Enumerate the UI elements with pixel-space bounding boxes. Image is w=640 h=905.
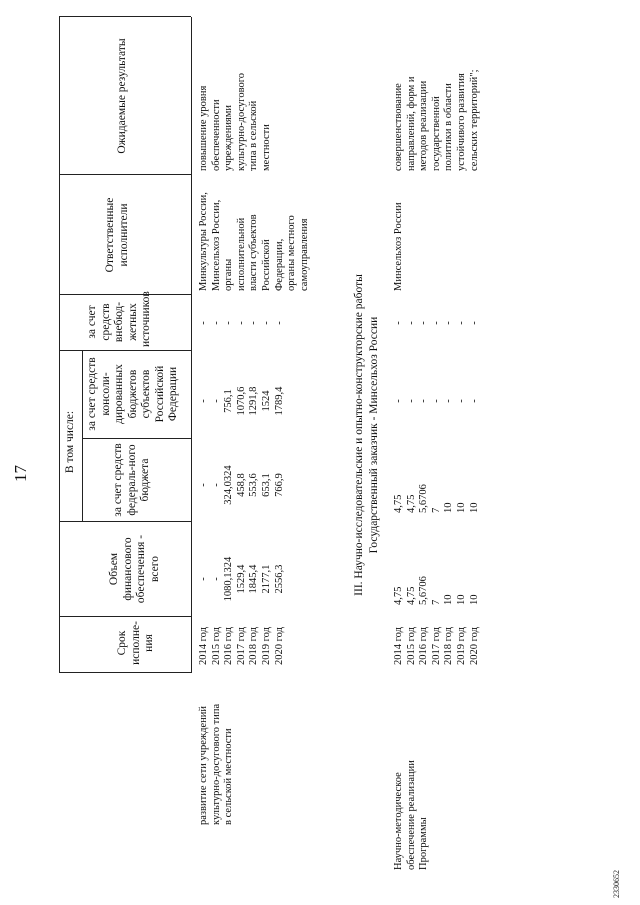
header-including: В том числе: [64,410,76,474]
header-volume: Объем финансового обеспечения - всего [108,534,161,604]
col-rule-2 [59,616,191,617]
header-federal: за счет средств федераль-ного бюджета [112,443,152,517]
col-rule-5 [59,350,191,351]
header-regional: за счет средств консоли-дированных бюджетов субъектов Российской Федерации [86,357,180,431]
col-rule-6 [59,294,191,295]
including-rule [82,351,83,522]
col-rule-8 [59,16,191,17]
section-3-title: III. Научно-исследовательские и опытно-конструкторские работы [353,274,365,596]
header-results: Ожидаемые результаты [116,38,128,154]
section-3-customer: Государственный заказчик - Минсельхоз России [367,316,380,554]
col-rule-7 [59,174,191,175]
header-bottom-rule [191,17,192,673]
row1-executors: Минкультуры России, Минсельхоз России, органы исполнительной власти субъектов Российской Федерации, органы местного самоуправления [198,192,310,291]
row1-results: повышение уровня обеспеченности учреждениями культурно-досугового типа в сельской местности [198,72,272,171]
row2-executors: Минсельхоз России [393,202,404,291]
row1-regional: - - 756,1 1070,6 1291,8 1524 1789,4 [198,386,285,416]
document-id: 2330652 [612,870,621,898]
row2-regional: - - - - - - - [393,399,480,403]
header-extra: за счет средств внебюд-жетных источников [86,291,153,347]
section-3-heading [352,225,382,645]
row2-results: совершенствование направлений, форм и методов реализации государственной политики в области устойчивого развития сельских территорий"; [393,69,480,171]
table-top-rule [59,17,60,673]
col-rule-4 [82,438,191,439]
row1-name: развитие сети учреждений культурно-досугового типа в сельской местности [198,703,235,825]
header-term: Срок исполне-ния [116,621,156,665]
row1-years: 2014 год 2015 год 2016 год 2017 год 2018 год 2019 год 2020 год [198,627,285,665]
row2-extra: - - - - - - - [393,321,480,325]
row2-federal: 4,75 4,75 5,6706 7 10 10 10 [393,484,480,513]
row2-name: Научно-методическое обеспечение реализации Программы [393,760,430,870]
row1-total: - - 1080,1324 1529,4 1845,4 2177,1 2556,3 [198,556,285,602]
col-rule-1 [59,672,191,673]
col-rule-3 [59,521,191,522]
page-number: 17 [11,465,30,482]
row2-years: 2014 год 2015 год 2016 год 2017 год 2018 год 2019 год 2020 год [393,627,480,665]
header-executors: Ответственные исполнители [104,197,130,273]
row2-total: 4,75 4,75 5,6706 7 10 10 10 [393,576,480,605]
row1-extra: - - - - - - - [198,321,285,325]
row1-federal: - - 324,0324 458,8 553,6 653,1 766,9 [198,465,285,505]
